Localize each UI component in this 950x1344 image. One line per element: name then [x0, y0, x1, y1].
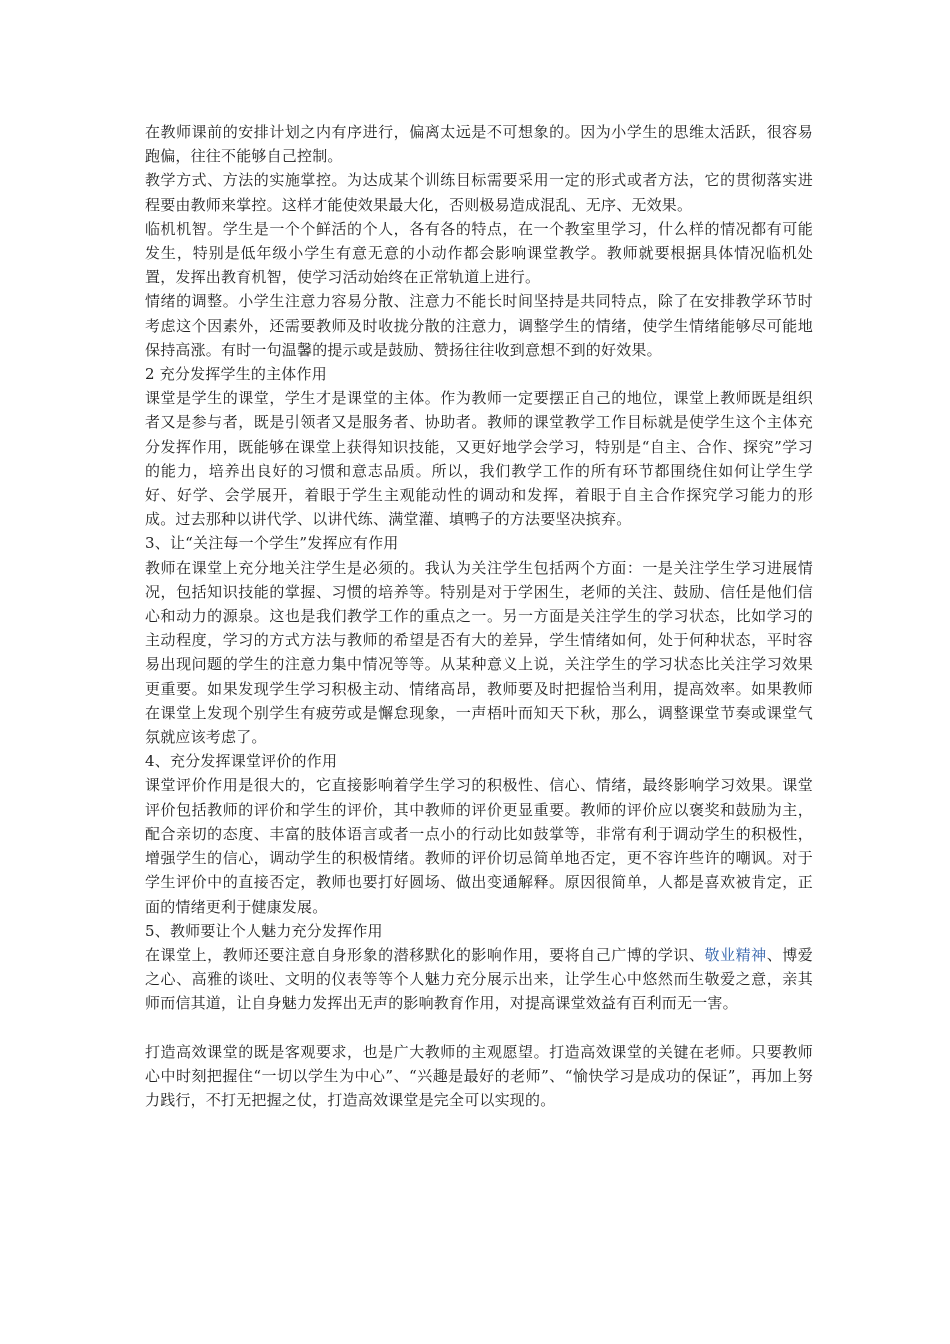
paragraph-improvisation: 临机机智。学生是一个个鲜活的个人，各有各的特点，在一个教室里学习，什么样的情况都有可能发生，特别是低年级小学生有意无意的小动作都会影响课堂教学。教师就要根据具体情况临机处置，发挥出教育机智，使学习活动始终在正常轨道上进行。: [145, 219, 813, 287]
charisma-text-after: 、博爱之心、高雅的谈吐、文明的仪表等等个人魅力充分展示出来，让学生心中悠然而生敬爱之意，亲其师而信其道，让自身魅力发挥出无声的影响教育作用，对提高课堂效益有百利而无一害。: [145, 945, 813, 1013]
paragraph-gap: [145, 1016, 813, 1040]
paragraph-1: 在教师课前的安排计划之内有序进行，偏离太远是不可想象的。因为小学生的思维太活跃，很容易跑偏，往往不能够自己控制。: [145, 123, 813, 166]
heading-2: 2 充分发挥学生的主体作用: [145, 365, 327, 384]
paragraph-student-subject: 课堂是学生的课堂，学生才是课堂的主体。作为教师一定要摆正自己的地位，课堂上教师既是组织者又是参与者，既是引领者又是服务者、协助者。教师的课堂教学工作目标就是使学生这个主体充分发挥作用，既能够在课堂上获得知识技能，又更好地学会学习，特别是“自主、合作、探究”学习的能力，培养出良好的习惯和意志品质。所以，我们教学工作的所有环节都围绕住如何让学生学好、好学、会学展开，着眼于学生主观能动性的调动和发挥，着眼于自主合作探究学习能力的形成。过去那种以讲代学、以讲代练、满堂灌、填鸭子的方法要坚决摈弃。: [145, 389, 813, 529]
heading-3: 3、让“关注每一个学生”发挥应有作用: [145, 534, 399, 553]
paragraph-attention: 教师在课堂上充分地关注学生是必须的。我认为关注学生包括两个方面：一是关注学生学习进展情况，包括知识技能的掌握、习惯的培养等。特别是对于学困生，老师的关注、鼓励、信任是他们信心和动力的源泉。这也是我们教学工作的重点之一。另一方面是关注学生的学习状态，比如学习的主动程度，学习的方式方法与教师的希望是否有大的差异，学生情绪如何，处于何种状态，平时容易出现问题的学生的注意力集中情况等等。从某种意义上说，关注学生的学习状态比关注学习效果更重要。如果发现学生学习积极主动、情绪高昂，教师要及时把握恰当利用，提高效率。如果教师在课堂上发现个别学生有疲劳或是懈怠现象，一声梧叶而知天下秋，那么，调整课堂节奏或课堂气氛就应该考虑了。: [145, 558, 813, 747]
charisma-text-before: 在课堂上，教师还要注意自身形象的潜移默化的影响作用，要将自己广博的学识、: [145, 945, 705, 964]
paragraph-teaching-methods: 教学方式、方法的实施掌控。为达成某个训练目标需要采用一定的形式或者方法，它的贯彻落实进程要由教师来掌控。这样才能使效果最大化，否则极易造成混乱、无序、无效果。: [145, 171, 813, 214]
paragraph-conclusion: 打造高效课堂的既是客观要求，也是广大教师的主观愿望。打造高效课堂的关键在老师。只要教师心中时刻把握住“一切以学生为中心”、“兴趣是最好的老师”、“愉快学习是成功的保证”，再加上努力践行，不打无把握之仗，打造高效课堂是完全可以实现的。: [145, 1042, 813, 1109]
paragraph-emotion: 情绪的调整。小学生注意力容易分散、注意力不能长时间坚持是共同特点，除了在安排教学环节时考虑这个因素外，还需要教师及时收拢分散的注意力，调整学生的情绪，使学生情绪能够尽可能地保持高涨。有时一句温馨的提示或是鼓励、赞扬往往收到意想不到的好效果。: [145, 292, 813, 359]
document-body: [145, 120, 813, 1112]
dedication-link[interactable]: 敬业精神: [704, 945, 767, 964]
paragraph-evaluation: 课堂评价作用是很大的，它直接影响着学生学习的积极性、信心、情绪，最终影响学习效果。课堂评价包括教师的评价和学生的评价，其中教师的评价更显重要。教师的评价应以褒奖和鼓励为主，配合亲切的态度、丰富的肢体语言或者一点小的行动比如鼓掌等，非常有利于调动学生的积极性，增强学生的信心，调动学生的积极情绪。教师的评价切忌简单地否定，更不容许些许的嘲讽。对于学生评价中的直接否定，教师也要打好圆场、做出变通解释。原因很简单，人都是喜欢被肯定，正面的情绪更利于健康发展。: [145, 776, 813, 916]
heading-5: 5、教师要让个人魅力充分发挥作用: [145, 921, 383, 940]
heading-4: 4、充分发挥课堂评价的作用: [145, 752, 338, 771]
paragraph-charisma: [145, 943, 813, 1016]
